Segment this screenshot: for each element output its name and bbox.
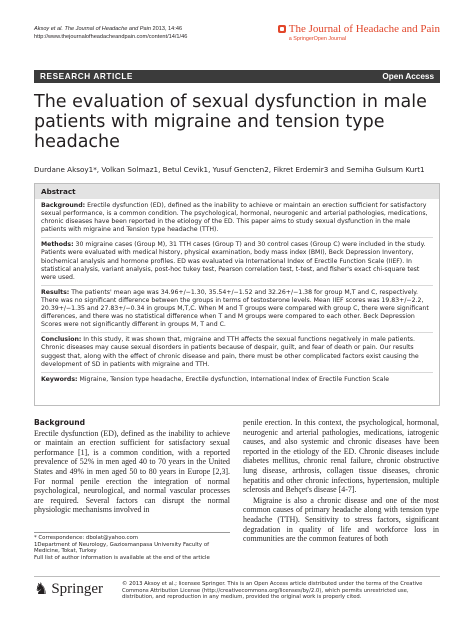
license-text: © 2013 Aksoy et al.; licensee Springer. This is an Open Access article distributed under the terms of the Creative Commons Attribution License (http://creativecommons.org/licenses/by/2.0), which permits unrestricted use, distribution, and reproduction in any medium, provided the original work is properly cited. xyxy=(122,581,423,601)
abstract-heading: Abstract xyxy=(35,184,439,199)
citation-header xyxy=(34,25,187,41)
article-type: RESEARCH ARTICLE xyxy=(40,72,133,81)
springer-horse-icon: ♞ xyxy=(34,580,49,598)
correspondence: * Correspondence: dbolat@yahoo.com xyxy=(34,535,139,541)
section-heading: Background xyxy=(34,418,86,427)
body-paragraph: Erectile dysfunction (ED), defined as the inability to achieve or maintain an erection sufficient for satisfactory sexual performance [1], is a common condition, with a reported prevalence of 52% in men aged 40 to 70 years in the United States and 49% in men aged 50 to 80 years in Europe [2,3]. For normal penile erection the integration of normal psychological, neurological, and normal vascular processes are required. Several factors can disrupt the normal physiologic mechanisms involved in xyxy=(34,428,230,515)
abstract-conclusion: Conclusion: In this study, it was shown that, migraine and TTH affects the sexual functions negatively in male patients. Chronic diseases may cause sexual disorders in patients because of despair, guilt, and fear of death or pain. Our results suggest that, along with the effect of chronic disease and pain, there must be other complicated factors exist causing the development of SD in patients with migraine and TTH. xyxy=(41,336,419,368)
affiliation: 1Department of Neurology, Gaziosmanpasa University Faculty of Medicine, Tokat, Turkey xyxy=(34,541,210,555)
body-column-right xyxy=(243,418,439,544)
citation-authors: Aksoy et al. xyxy=(34,26,63,32)
author-list: Durdane Aksoy1*, Volkan Solmaz1, Betul Cevik1, Yusuf Gencten2, Fikret Erdemir3 and Semiha Gulsum Kurt1 xyxy=(34,165,425,174)
journal-subtitle: a SpringerOpen Journal xyxy=(288,36,347,42)
journal-logo-icon xyxy=(278,25,286,33)
journal-name: The Journal of Headache and Pain xyxy=(288,23,440,35)
abstract-box xyxy=(34,183,440,406)
citation-journal: The Journal of Headache and Pain xyxy=(64,26,151,32)
abstract-background: Background: Erectile dysfunction (ED), defined as the inability to achieve or maintain an erection sufficient for satisfactory sexual performance, is a common condition. The psychological, hormonal, neurogenic and arterial pathologies, medications, chronic diseases have been reported in the etiology of the ED. This paper aims to study sexual dysfunction in the male patients with migraine and Tension type headache (TTH). xyxy=(41,202,428,234)
article-url[interactable]: http://www.thejournalofheadacheandpain.com/content/14/1/46 xyxy=(34,34,188,40)
abstract-keywords: Keywords: Migraine, Tension type headache, Erectile dysfunction, International Index of Erectile Function Scale xyxy=(41,375,390,383)
abstract-methods: Methods: 30 migraine cases (Group M), 31 TTH cases (Group T) and 30 control cases (Group C) were included in the study. Patients were evaluated with medical history, physical examination, body mass index (BMI), Beck Depression Inventory, biochemical analysis and hormone profiles. ED was evaluated via International Index of Erectile Function Scale (IIEF). In statistical analysis, variant analysis, post-hoc tukey test, Pearson correlation test, t-test, and fisher's exact chi-square test were used. xyxy=(41,241,426,281)
body-column-left xyxy=(34,418,230,515)
footnotes xyxy=(34,532,230,561)
open-access-label: Open Access xyxy=(382,72,434,81)
page-footer xyxy=(34,576,440,610)
article-type-banner xyxy=(34,70,440,83)
publisher-name: Springer xyxy=(51,581,104,597)
citation-volume: 2013, 14:46 xyxy=(152,26,183,32)
author-info-note: Full list of author information is available at the end of the article xyxy=(34,554,210,561)
body-paragraph: Migraine is also a chronic disease and one of the most common causes of primary headache along with tension type headache (TTH). Sensitivity to stress factors, significant degradation in quality of life and workforce loss in communities are the common features of both xyxy=(243,495,439,544)
springer-logo xyxy=(34,581,118,598)
article-title: The evaluation of sexual dysfunction in male patients with migraine and tension type headache xyxy=(34,92,427,152)
journal-logo-block xyxy=(278,23,440,42)
body-paragraph: penile erection. In this context, the psychological, hormonal, neurogenic and arterial pathologies, medications, iatrogenic causes, and also systemic and chronic diseases have been reported in the etiology of the ED. Chronic diseases include diabetes mellitus, chronic renal failure, chronic obstructive lung disease, arthrosis, collagen tissue diseases, chronic hepatitis and other chronic infections, hypertension, multiple sclerosis and Behçet's disease [4-7]. xyxy=(243,418,439,495)
abstract-results: Results: The patients' mean age was 34.96+/−1.30, 35.54+/−1.52 and 32.26+/−1.38 for group M,T and C, respectively. There was no significant difference between the groups in terms of testosterone levels. Mean IIEF scores was 19.83+/−2.2, 20.39+/−1.35 and 27.83+/−0.34 in groups M,T,C. When M and T groups were compared with group C, there were significant differences, and there was no statistical difference when T and M groups were compared to each other. Beck Depression Scores were not significantly different in groups M, T and C. xyxy=(41,288,429,329)
